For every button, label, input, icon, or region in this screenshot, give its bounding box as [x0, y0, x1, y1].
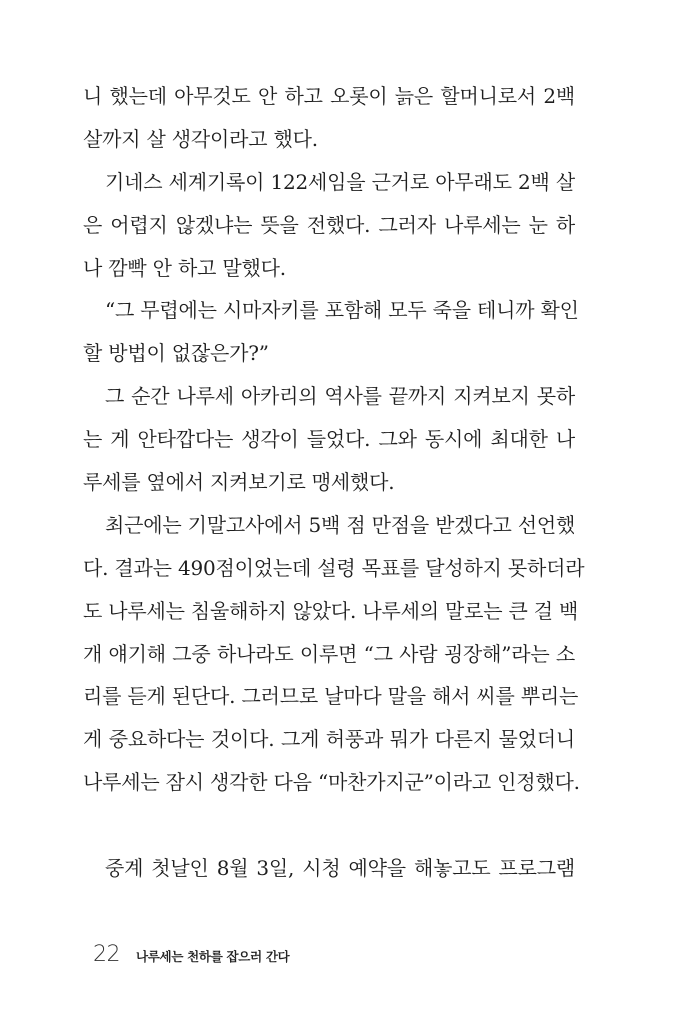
text-line-11: 최근에는 기말고사에서 5백 점 만점을 받겠다고 선언했 [105, 512, 576, 537]
text-line-14: 개 얘기해 그중 하나라도 이루면 “그 사람 굉장해”라는 소 [83, 641, 575, 666]
text-line-18: 중계 첫날인 8월 3일, 시청 예약을 해놓고도 프로그램 [105, 856, 575, 881]
text-line-2: 살까지 살 생각이라고 했다. [83, 126, 318, 151]
text-line-8: 그 순간 나루세 아카리의 역사를 끝까지 지켜보지 못하 [105, 384, 575, 409]
text-line-1: 니 했는데 아무것도 안 하고 오롯이 늙은 할머니로서 2백 [83, 84, 575, 108]
text-line-12: 다. 결과는 490점이었는데 설령 목표를 달성하지 못하더라 [83, 555, 585, 580]
running-title: 나루세는 천하를 잡으러 간다 [136, 949, 290, 964]
text-line-3: 기네스 세계기록이 122세임을 근거로 아무래도 2백 살 [105, 169, 575, 194]
paragraph-break [83, 804, 575, 847]
text-line-17: 나루세는 잠시 생각한 다음 “마찬가지군”이라고 인정했다. [83, 770, 580, 795]
text-line-7: 할 방법이 없잖은가?” [83, 341, 269, 366]
text-line-4: 은 어렵지 않겠냐는 뜻을 전했다. 그러자 나루세는 눈 하 [83, 212, 575, 237]
text-line-16: 게 중요하다는 것이다. 그게 허풍과 뭐가 다른지 물었더니 [83, 727, 575, 752]
page-body-text [83, 75, 585, 890]
text-line-6: “그 무렵에는 시마자키를 포함해 모두 죽을 테니까 확인 [105, 298, 579, 323]
text-line-10: 루세를 옆에서 지켜보기로 맹세했다. [83, 470, 395, 495]
page-number: 22 [93, 942, 120, 967]
text-line-13: 도 나루세는 침울해하지 않았다. 나루세의 말로는 큰 걸 백 [83, 598, 579, 623]
text-line-5: 나 깜빡 안 하고 말했다. [83, 255, 286, 280]
page-footer [93, 942, 289, 967]
text-line-9: 는 게 안타깝다는 생각이 들었다. 그와 동시에 최대한 나 [83, 427, 575, 452]
text-line-15: 리를 듣게 된단다. 그러므로 날마다 말을 해서 씨를 뿌리는 [83, 684, 579, 709]
